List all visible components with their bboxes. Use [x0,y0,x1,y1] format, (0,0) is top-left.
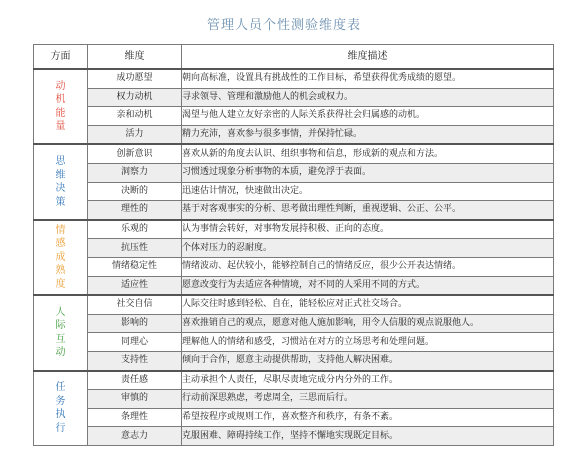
dimension-cell: 意志力 [88,427,182,446]
description-cell: 朝向高标准，设置具有挑战性的工作目标，希望获得优秀成绩的愿望。 [182,69,554,88]
category-label: 情感成熟度 [55,224,66,290]
header-description: 维度描述 [182,45,554,70]
description-cell: 希望按程序或规则工作，喜欢整齐和秩序，有条不紊。 [182,408,554,427]
table-row [34,390,554,409]
category-cell [34,69,88,144]
table-row [34,408,554,427]
table-row [34,163,554,182]
header-category: 方面 [34,45,88,70]
category-label: 动机能量 [55,80,66,133]
dimension-cell: 影响的 [88,314,182,333]
description-cell: 倾向于合作，愿意主动提供帮助，支持他人解决困难。 [182,351,554,370]
table-row [34,314,554,333]
table-row [34,351,554,370]
category-label: 任务执行 [55,382,66,434]
table-row [34,371,554,390]
table-row [34,276,554,295]
dimension-cell: 审慎的 [88,390,182,409]
description-cell: 愿意改变行为去适应各种情境，对不同的人采用不同的方式。 [182,276,554,295]
description-cell: 情绪波动、起伏较小，能够控制自己的情绪反应，很少公开表达情绪。 [182,257,554,276]
dimension-cell: 成功愿望 [88,69,182,88]
description-cell: 喜欢推销自己的观点，愿意对他人施加影响，用令人信服的观点说服他人。 [182,314,554,333]
table-row [34,427,554,446]
header-dimension: 维度 [88,45,182,70]
description-cell: 喜欢从新的角度去认识、组织事物和信息，形成新的观点和方法。 [182,144,554,163]
dimension-cell: 社交自信 [88,295,182,314]
description-cell: 人际交往时感到轻松、自在，能轻松应对正式社交场合。 [182,295,554,314]
category-label: 思维决策 [55,156,66,208]
description-cell: 基于对客观事实的分析、思考做出理性判断，重视逻辑、公正、公平。 [182,201,554,220]
dimension-cell: 洞察力 [88,163,182,182]
description-cell: 迅速估计情况，快速做出决定。 [182,182,554,201]
dimension-cell: 创新意识 [88,144,182,163]
table-row [34,88,554,107]
table-row [34,295,554,314]
table-row [34,201,554,220]
description-cell: 理解他人的情绪和感受，习惯站在对方的立场思考和处理问题。 [182,333,554,352]
description-cell: 主动承担个人责任，尽职尽责地完成分内分外的工作。 [182,371,554,390]
dimension-cell: 理性的 [88,201,182,220]
category-cell [34,371,88,446]
dimension-cell: 亲和动机 [88,107,182,126]
description-cell: 精力充沛，喜欢参与很多事情，并保持忙碌。 [182,125,554,144]
description-cell: 行动前深思熟虑，考虑周全，三思而后行。 [182,390,554,409]
dimension-table [33,44,554,446]
description-cell: 寻求领导、管理和激励他人的机会或权力。 [182,88,554,107]
description-cell: 克服困难、障碍持续工作，坚持不懈地实现既定目标。 [182,427,554,446]
category-cell [34,295,88,370]
description-cell: 个体对压力的忍耐度。 [182,239,554,258]
table-row [34,69,554,88]
table-header-row [34,45,554,70]
table-row [34,125,554,144]
dimension-cell: 情绪稳定性 [88,257,182,276]
table-row [34,182,554,201]
category-cell [34,144,88,219]
table-row [34,144,554,163]
dimension-cell: 同理心 [88,333,182,352]
table-row [34,220,554,239]
description-cell: 习惯透过现象分析事物的本质，避免浮于表面。 [182,163,554,182]
table-row [34,107,554,126]
dimension-cell: 支持性 [88,351,182,370]
dimension-cell: 适应性 [88,276,182,295]
description-cell: 渴望与他人建立友好亲密的人际关系获得社会归属感的动机。 [182,107,554,126]
category-cell [34,220,88,295]
dimension-cell: 权力动机 [88,88,182,107]
dimension-cell: 抗压性 [88,239,182,258]
dimension-cell: 乐观的 [88,220,182,239]
dimension-cell: 责任感 [88,371,182,390]
page-title: 管理人员个性测验维度表 [206,18,361,33]
table-body [34,69,554,445]
description-cell: 认为事情会转好，对事物发展持积极、正向的态度。 [182,220,554,239]
dimension-cell: 条理性 [88,408,182,427]
table-row [34,239,554,258]
dimension-cell: 活力 [88,125,182,144]
category-label: 人际互动 [55,306,66,359]
table-row [34,257,554,276]
table-row [34,333,554,352]
dimension-cell: 决断的 [88,182,182,201]
